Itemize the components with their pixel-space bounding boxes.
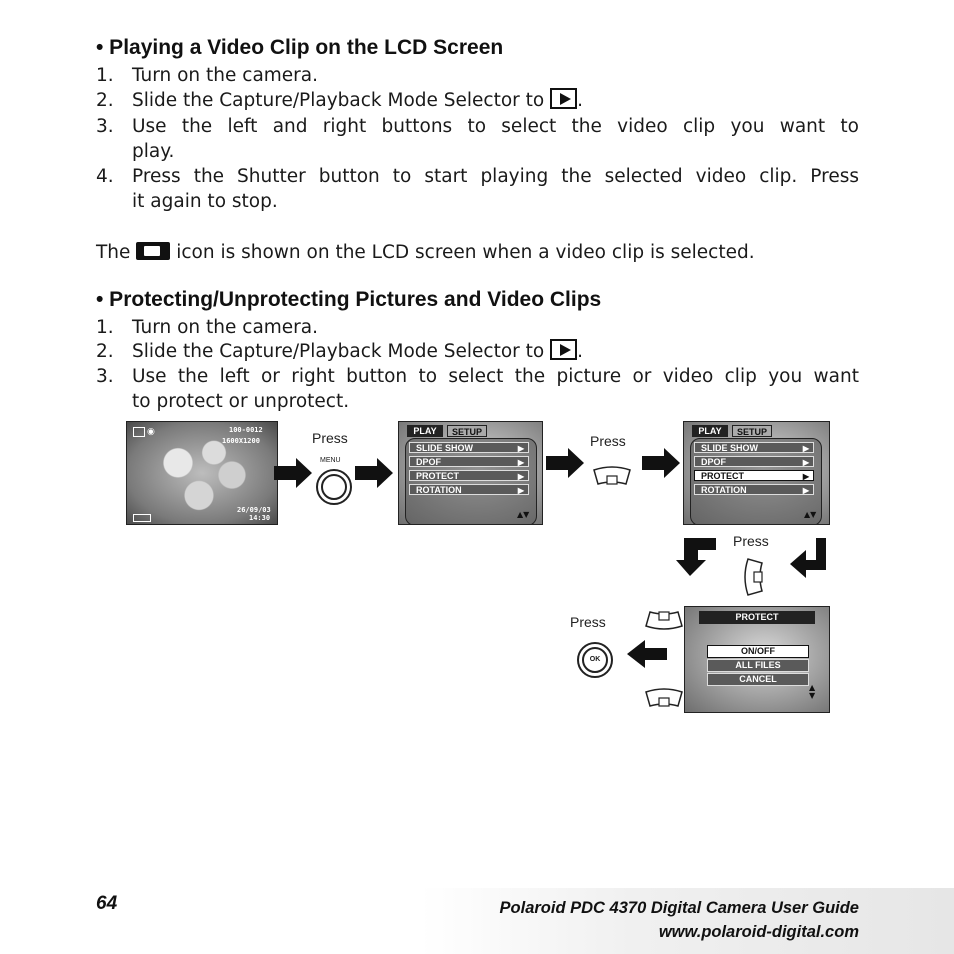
tab-play[interactable]: PLAY (407, 425, 443, 437)
ok-label: OK (582, 647, 608, 673)
step-line (132, 339, 583, 364)
footer-band (420, 888, 954, 954)
arrow-right-icon (274, 458, 314, 488)
playback-indicator-icon (133, 427, 145, 437)
step-text-line1: Use the left and right buttons to select the video clip you want to (132, 116, 859, 137)
right-triangle-icon: ▶ (517, 486, 524, 495)
step-number: 3. (96, 366, 114, 387)
step-2 (0, 339, 954, 364)
ok-button-icon[interactable] (577, 642, 613, 678)
menu-label: MENU (320, 457, 341, 464)
step-3 (0, 364, 954, 414)
press-label: Press (733, 533, 769, 549)
step-number: 1. (96, 65, 114, 86)
press-label: Press (570, 614, 606, 630)
step-text: Turn on the camera. (132, 65, 319, 86)
arrow-down-turn-left-icon (790, 536, 830, 578)
arrow-left-icon (627, 640, 669, 668)
menu-item-rotation[interactable] (409, 484, 529, 495)
menu-item-label: PROTECT (701, 471, 745, 481)
right-triangle-icon: ▶ (517, 458, 524, 467)
press-label: Press (312, 430, 348, 446)
menu-item-protect[interactable] (694, 470, 814, 481)
menu-item-dpof[interactable] (409, 456, 529, 467)
right-triangle-icon: ▶ (802, 444, 809, 453)
up-button-icon[interactable] (644, 608, 684, 630)
section-heading-playing-video: • Playing a Video Clip on the LCD Screen (96, 36, 504, 59)
menu-item-label: ROTATION (701, 485, 747, 495)
menu-item-label: DPOF (701, 457, 727, 467)
tab-play[interactable]: PLAY (692, 425, 728, 437)
down-button-icon[interactable] (592, 466, 632, 488)
arrow-right-icon (546, 448, 586, 478)
step-period: . (577, 90, 584, 111)
time: 14:30 (249, 514, 271, 522)
right-triangle-icon: ▶ (802, 458, 809, 467)
resolution: 1600X1200 (222, 437, 260, 445)
right-triangle-icon: ▶ (517, 472, 524, 481)
footer-url[interactable]: www.polaroid-digital.com (658, 923, 859, 941)
menu-item-label: ROTATION (416, 485, 462, 495)
menu-item-label: PROTECT (416, 471, 460, 481)
protect-option-on-off[interactable]: ON/OFF (707, 645, 809, 658)
menu-item-dpof[interactable] (694, 456, 814, 467)
file-number: 100-0012 (229, 426, 263, 434)
step-text-line1: Use the left or right button to select the picture or video clip you want (132, 366, 859, 387)
footer-title: Polaroid PDC 4370 Digital Camera User Guide (499, 899, 859, 917)
scroll-arrows-icon: ▲ ▼ (809, 683, 816, 700)
step-number: 3. (96, 116, 114, 137)
right-triangle-icon: ▶ (802, 472, 809, 481)
step-number: 2. (96, 341, 114, 362)
date: 26/09/03 (237, 506, 271, 514)
video-icon-note (96, 240, 755, 265)
page-number: 64 (96, 893, 118, 914)
lcd-menu-protect-selected-screen (683, 421, 830, 525)
step-text-line2: to protect or unprotect. (132, 391, 350, 412)
right-triangle-icon: ▶ (517, 444, 524, 453)
note-text-after: icon is shown on the LCD screen when a video clip is selected. (176, 242, 755, 263)
step-text: Slide the Capture/Playback Mode Selector to (132, 90, 545, 111)
right-triangle-icon: ▶ (802, 486, 809, 495)
right-button-icon[interactable] (744, 557, 766, 597)
step-text-line1: Press the Shutter button to start playing the selected video clip. Press (132, 166, 859, 187)
lcd-photo-screen (126, 421, 278, 525)
playback-mode-icon (550, 339, 577, 360)
step-1 (0, 315, 954, 340)
step-3 (0, 114, 954, 164)
menu-button-inner (321, 474, 347, 500)
step-line (132, 88, 583, 113)
lcd-menu-screen (398, 421, 543, 525)
lcd-protect-submenu-screen (684, 606, 830, 713)
video-clip-icon (136, 242, 170, 260)
tab-setup[interactable]: SETUP (447, 425, 487, 437)
protect-option-cancel[interactable]: CANCEL (707, 673, 809, 686)
step-4 (0, 164, 954, 214)
menu-item-protect[interactable] (409, 470, 529, 481)
step-1 (0, 63, 954, 88)
menu-item-rotation[interactable] (694, 484, 814, 495)
step-text: Slide the Capture/Playback Mode Selector to (132, 341, 545, 362)
step-number: 4. (96, 166, 114, 187)
scroll-arrows-icon: ▲▼ (804, 510, 817, 519)
step-2 (0, 88, 954, 113)
down-button-icon[interactable] (644, 688, 684, 710)
battery-icon (133, 514, 151, 522)
protect-option-all-files[interactable]: ALL FILES (707, 659, 809, 672)
menu-item-label: SLIDE SHOW (416, 443, 474, 453)
arrow-right-icon (355, 458, 395, 488)
menu-button-icon[interactable] (316, 469, 352, 505)
tab-setup[interactable]: SETUP (732, 425, 772, 437)
step-number: 2. (96, 90, 114, 111)
camera-indicator-icon: ◉ (147, 427, 155, 437)
section-heading-protecting: • Protecting/Unprotecting Pictures and Video Clips (96, 288, 602, 311)
menu-item-label: DPOF (416, 457, 442, 467)
protect-title: PROTECT (699, 611, 815, 624)
playback-mode-icon (550, 88, 577, 109)
step-text-line2: play. (132, 141, 175, 162)
arrow-down-left-icon (676, 536, 718, 578)
menu-item-slide-show[interactable] (409, 442, 529, 453)
menu-item-label: SLIDE SHOW (701, 443, 759, 453)
menu-item-slide-show[interactable] (694, 442, 814, 453)
step-number: 1. (96, 317, 114, 338)
arrow-right-icon (642, 448, 682, 478)
step-text: Turn on the camera. (132, 317, 319, 338)
scroll-arrows-icon: ▲▼ (517, 510, 530, 519)
step-period: . (577, 341, 584, 362)
note-text-before: The (96, 242, 131, 263)
press-label: Press (590, 433, 626, 449)
step-text-line2: it again to stop. (132, 191, 278, 212)
